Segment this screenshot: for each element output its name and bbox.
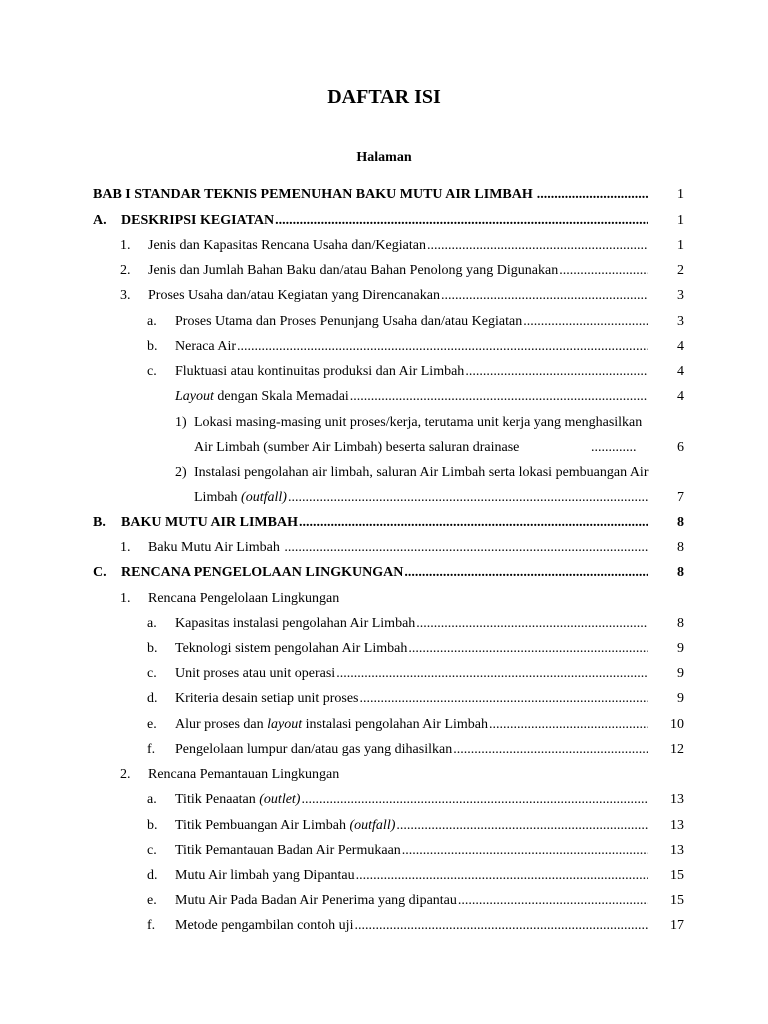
toc-entry-text: Titik Penaatan <box>175 792 260 807</box>
toc-entry-text: RENCANA PENGELOLAAN LINGKUNGAN <box>121 565 404 580</box>
toc-entry-text-line2: Air Limbah (sumber Air Limbah) beserta saluran drainase <box>194 440 520 455</box>
toc-entry-a3d2-cont[interactable] <box>175 487 693 509</box>
toc-entry-label: 2. <box>120 263 131 278</box>
toc-page-number: 15 <box>670 868 684 883</box>
toc-entry-label: b. <box>147 641 158 656</box>
leader-dots <box>275 210 648 232</box>
toc-entry-italic-text: layout <box>267 717 303 732</box>
toc-page-number: 4 <box>677 389 684 404</box>
page-title: DAFTAR ISI <box>327 86 441 108</box>
toc-entry-label: d. <box>147 868 158 883</box>
toc-entry-label: c. <box>147 666 157 681</box>
toc-page-number: 7 <box>677 490 684 505</box>
toc-page-number: 4 <box>677 364 684 379</box>
toc-entry-a3d1-cont[interactable] <box>175 437 693 459</box>
toc-entry-text: Mutu Air Pada Badan Air Penerima yang dipantau <box>175 893 457 908</box>
toc-entry-label: 1. <box>120 540 131 555</box>
toc-entry-label: f. <box>147 918 156 933</box>
toc-entry-text: Teknologi sistem pengolahan Air Limbah <box>175 641 408 656</box>
leader-dots <box>465 361 648 383</box>
leader-dots <box>350 386 648 408</box>
leader-dots <box>523 311 648 333</box>
toc-entry-label: C. <box>93 565 107 580</box>
leader-dots <box>299 512 648 534</box>
toc-page-number: 2 <box>677 263 684 278</box>
toc-entry-c2c[interactable] <box>147 840 693 862</box>
leader-dots <box>441 285 648 307</box>
toc-entry-text: Rencana Pemantauan Lingkungan <box>148 767 340 782</box>
toc-entry-a1[interactable] <box>120 235 693 257</box>
toc-entry-text: Proses Utama dan Proses Penunjang Usaha dan/atau Kegiatan <box>175 314 523 329</box>
toc-entry-label: f. <box>147 742 156 757</box>
leader-dots <box>416 613 648 635</box>
toc-entry-label: d. <box>147 691 158 706</box>
leader-dots <box>427 235 648 257</box>
leader-dots <box>537 184 648 206</box>
leader-dots <box>336 663 648 685</box>
toc-entry-c2a[interactable] <box>147 789 693 811</box>
toc-entry-text: Metode pengambilan contoh uji <box>175 918 354 933</box>
toc-entry-c2b[interactable] <box>147 815 693 837</box>
toc-page-number: 12 <box>670 742 684 757</box>
toc-entry-c1[interactable] <box>120 588 693 610</box>
toc-entry-c1a[interactable] <box>147 613 693 635</box>
toc-page-number: 9 <box>677 641 684 656</box>
toc-entry-label: a. <box>147 792 157 807</box>
toc-entry-label: c. <box>147 364 157 379</box>
toc-entry-italic-text: Layout <box>175 389 214 404</box>
toc-entry-c2f[interactable] <box>147 915 693 937</box>
leader-dots <box>354 915 648 937</box>
toc-entry-b1[interactable] <box>120 537 693 559</box>
toc-entry-label: a. <box>147 616 157 631</box>
toc-entry-text: Fluktuasi atau kontinuitas produksi dan Air Limbah <box>175 364 465 379</box>
toc-entry-text-pre: Alur proses dan <box>175 717 268 732</box>
leader-dots <box>402 840 648 862</box>
toc-entry-b[interactable] <box>93 512 693 534</box>
toc-entry-text: dengan Skala Memadai <box>213 389 349 404</box>
toc-entry-label: B. <box>93 515 106 530</box>
toc-entry-a3c[interactable] <box>147 361 693 383</box>
toc-entry-bab1[interactable] <box>93 184 693 206</box>
toc-entry-text: BAB I STANDAR TEKNIS PEMENUHAN BAKU MUTU AIR LIMBAH <box>93 187 533 202</box>
toc-entry-text: Jenis dan Kapasitas Rencana Usaha dan/Kegiatan <box>148 238 426 253</box>
toc-entry-c1c[interactable] <box>147 663 693 685</box>
leader-dots <box>360 688 648 710</box>
toc-page-number: 1 <box>677 238 684 253</box>
toc-entry-label: 2) <box>175 465 187 480</box>
toc-entry-italic-text: (outfall) <box>241 490 287 505</box>
toc-entry-c2e[interactable] <box>147 890 693 912</box>
leader-dots <box>404 562 648 584</box>
leader-dots: ............. <box>591 440 637 455</box>
toc-entry-c2[interactable] <box>120 764 693 786</box>
toc-entry-text: Mutu Air limbah yang Dipantau <box>175 868 355 883</box>
toc-page-number: 4 <box>677 339 684 354</box>
toc-entry-a3a[interactable] <box>147 311 693 333</box>
leader-dots <box>356 865 648 887</box>
toc-entry-a3d2[interactable] <box>175 462 705 484</box>
toc-page-number: 13 <box>670 843 684 858</box>
toc-page-number: 1 <box>677 213 684 228</box>
toc-entry-text: Pengelolaan lumpur dan/atau gas yang dihasilkan <box>175 742 453 757</box>
toc-entry-label: e. <box>147 717 157 732</box>
leader-dots <box>458 890 648 912</box>
toc-entry-text: instalasi pengolahan Air Limbah <box>302 717 489 732</box>
toc-entry-text: Neraca Air <box>175 339 237 354</box>
toc-page-number: 8 <box>677 565 684 580</box>
toc-entry-text: Baku Mutu Air Limbah <box>148 540 284 555</box>
leader-dots <box>559 260 648 282</box>
toc-entry-label: 2. <box>120 767 131 782</box>
toc-entry-label: b. <box>147 818 158 833</box>
toc-entry-a2[interactable] <box>120 260 693 282</box>
page-column-header: Halaman <box>356 150 412 165</box>
leader-dots <box>489 714 648 736</box>
toc-entry-label: a. <box>147 314 157 329</box>
toc-entry-text: Kriteria desain setiap unit proses <box>175 691 359 706</box>
toc-entry-label: b. <box>147 339 158 354</box>
toc-page-number: 9 <box>677 691 684 706</box>
toc-page-number: 15 <box>670 893 684 908</box>
toc-entry-text: Titik Pemantauan Badan Air Permukaan <box>175 843 401 858</box>
toc-page-number: 1 <box>677 187 684 202</box>
toc-entry-label: 1) <box>175 415 187 430</box>
toc-entry-text: BAKU MUTU AIR LIMBAH <box>121 515 298 530</box>
toc-page-number: 17 <box>670 918 684 933</box>
toc-entry-label: 3. <box>120 288 131 303</box>
toc-entry-c1e[interactable] <box>147 714 693 736</box>
toc-entry-italic-text: (outlet) <box>259 792 301 807</box>
toc-entry-text: Proses Usaha dan/atau Kegiatan yang Direncanakan <box>148 288 440 303</box>
toc-entry-a3[interactable] <box>120 285 693 307</box>
leader-dots <box>453 739 648 761</box>
toc-page-number: 9 <box>677 666 684 681</box>
leader-dots <box>301 789 648 811</box>
toc-page-number: 13 <box>670 818 684 833</box>
toc-entry-text: Unit proses atau unit operasi <box>175 666 336 681</box>
toc-entry-italic-text: (outfall) <box>349 818 396 833</box>
toc-entry-a3d1[interactable] <box>175 412 705 434</box>
toc-entry-a[interactable] <box>93 210 693 232</box>
toc-page-number: 8 <box>677 616 684 631</box>
toc-entry-label: 1. <box>120 591 131 606</box>
leader-dots <box>396 815 648 837</box>
toc-entry-label: 1. <box>120 238 131 253</box>
toc-entry-text-line1: Lokasi masing-masing unit proses/kerja, terutama unit kerja yang menghasilkan <box>194 415 643 430</box>
toc-page-number: 13 <box>670 792 684 807</box>
toc-page-number: 3 <box>677 288 684 303</box>
toc-entry-c2d[interactable] <box>147 865 693 887</box>
toc-page-number: 8 <box>677 540 684 555</box>
toc-entry-label: e. <box>147 893 157 908</box>
toc-page-number: 3 <box>677 314 684 329</box>
toc-entry-a3d[interactable] <box>147 386 693 408</box>
toc-entry-text: Kapasitas instalasi pengolahan Air Limbah <box>175 616 416 631</box>
toc-page-number: 8 <box>677 515 684 530</box>
toc-entry-c1f[interactable] <box>147 739 693 761</box>
leader-dots <box>237 336 648 358</box>
toc-entry-text: Rencana Pengelolaan Lingkungan <box>148 591 340 606</box>
toc-entry-c[interactable] <box>93 562 693 584</box>
toc-entry-a3b[interactable] <box>147 336 693 358</box>
toc-entry-label: c. <box>147 843 157 858</box>
toc-entry-c1d[interactable] <box>147 688 693 710</box>
toc-entry-text-line2: Limbah <box>194 490 242 505</box>
toc-page-number: 10 <box>670 717 684 732</box>
leader-dots <box>408 638 648 660</box>
leader-dots <box>288 487 648 509</box>
toc-entry-text: DESKRIPSI KEGIATAN <box>121 213 275 228</box>
toc-entry-text-line1: Instalasi pengolahan air limbah, saluran Air Limbah serta lokasi pembuangan Air <box>194 465 649 480</box>
toc-entry-c1b[interactable] <box>147 638 693 660</box>
toc-entry-text: Jenis dan Jumlah Bahan Baku dan/atau Bahan Penolong yang Digunakan <box>148 263 559 278</box>
leader-dots <box>284 537 648 559</box>
toc-entry-text: Titik Pembuangan Air Limbah <box>175 818 350 833</box>
toc-page-number: 6 <box>677 440 684 455</box>
toc-entry-label: A. <box>93 213 107 228</box>
